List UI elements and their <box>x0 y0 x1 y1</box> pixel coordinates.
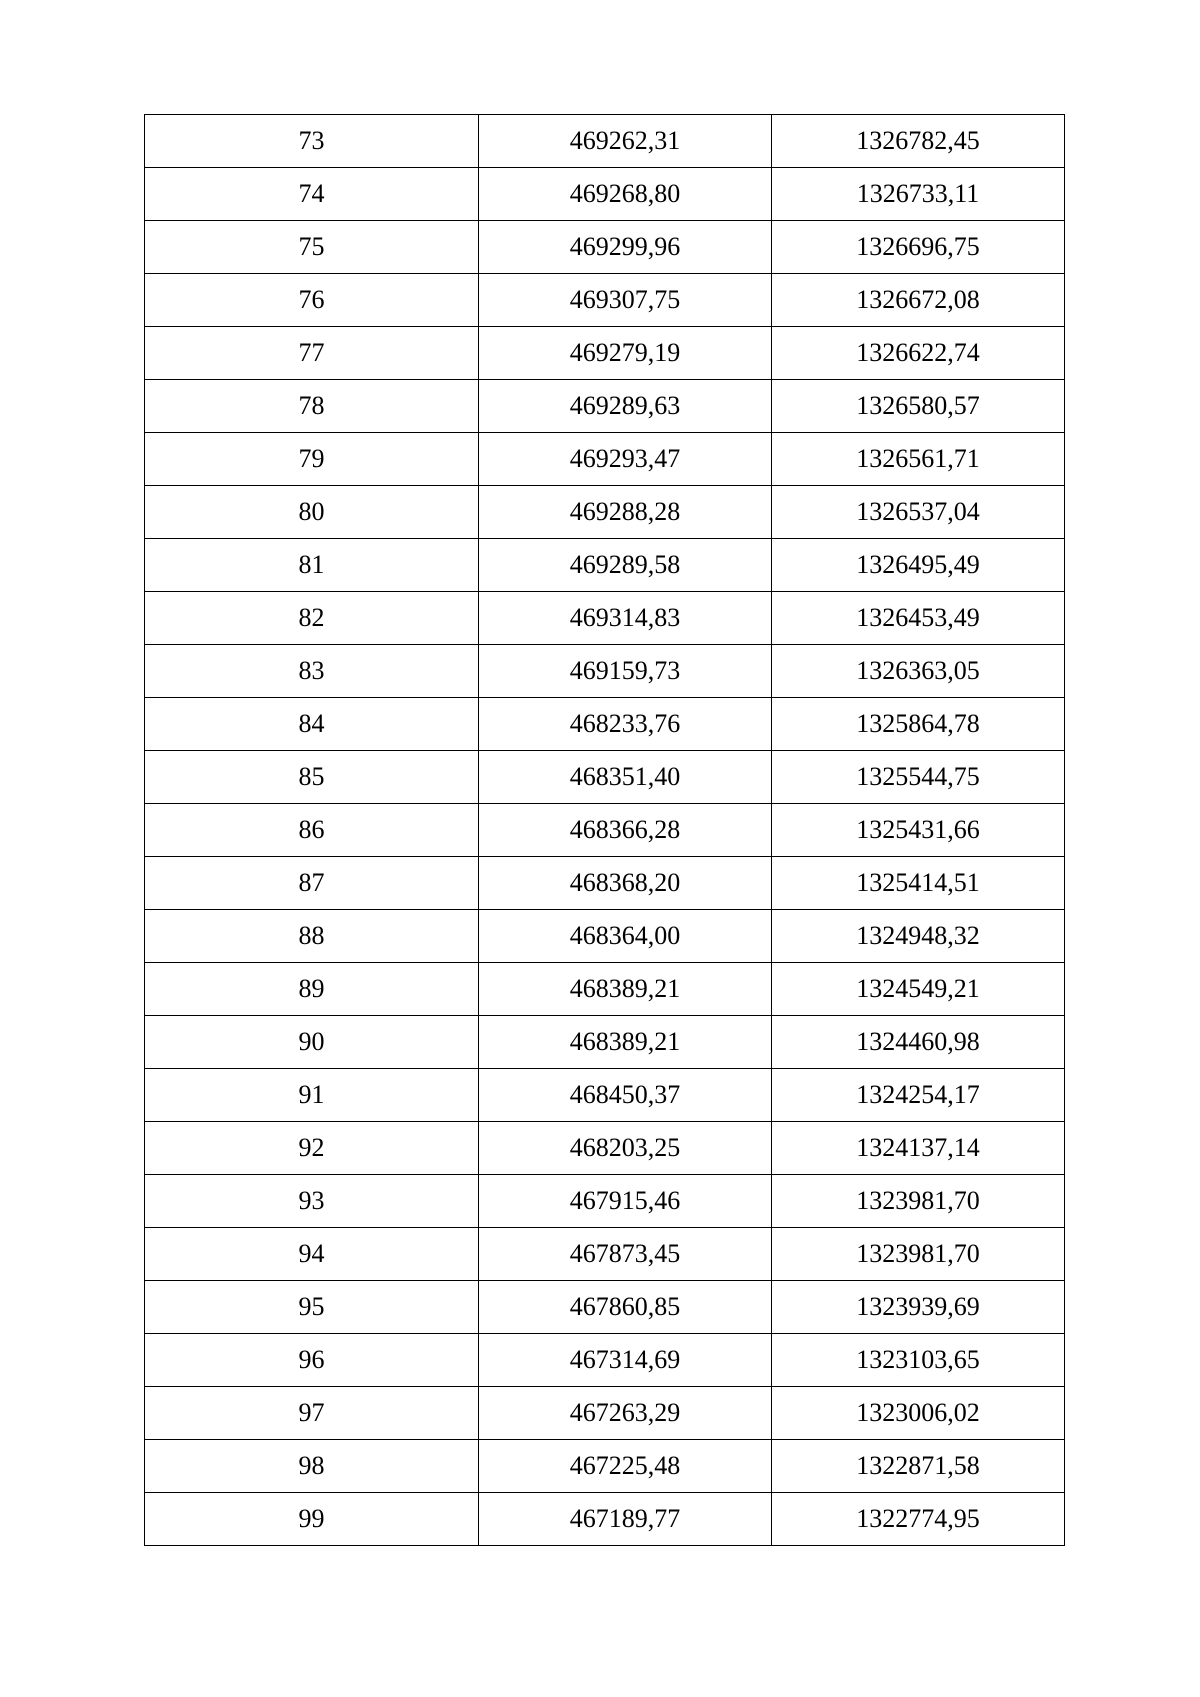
point-number-cell: 90 <box>145 1016 479 1069</box>
y-coordinate-cell: 1325864,78 <box>772 698 1065 751</box>
x-coordinate-cell: 469159,73 <box>479 645 772 698</box>
table-row <box>145 804 1065 857</box>
coordinates-table <box>144 114 1065 1546</box>
point-number-cell: 94 <box>145 1228 479 1281</box>
table-row <box>145 486 1065 539</box>
y-coordinate-cell: 1326696,75 <box>772 221 1065 274</box>
table-row <box>145 1228 1065 1281</box>
table-row <box>145 1069 1065 1122</box>
table-row <box>145 857 1065 910</box>
x-coordinate-cell: 469289,58 <box>479 539 772 592</box>
x-coordinate-cell: 469307,75 <box>479 274 772 327</box>
point-number-cell: 95 <box>145 1281 479 1334</box>
x-coordinate-cell: 469268,80 <box>479 168 772 221</box>
point-number-cell: 98 <box>145 1440 479 1493</box>
y-coordinate-cell: 1323006,02 <box>772 1387 1065 1440</box>
x-coordinate-cell: 468366,28 <box>479 804 772 857</box>
x-coordinate-cell: 468389,21 <box>479 963 772 1016</box>
table-row <box>145 963 1065 1016</box>
table-row <box>145 539 1065 592</box>
table-row <box>145 751 1065 804</box>
y-coordinate-cell: 1326580,57 <box>772 380 1065 433</box>
table-body <box>145 115 1065 1546</box>
table-row <box>145 221 1065 274</box>
y-coordinate-cell: 1323103,65 <box>772 1334 1065 1387</box>
table-row <box>145 115 1065 168</box>
x-coordinate-cell: 469293,47 <box>479 433 772 486</box>
point-number-cell: 79 <box>145 433 479 486</box>
y-coordinate-cell: 1324254,17 <box>772 1069 1065 1122</box>
point-number-cell: 89 <box>145 963 479 1016</box>
y-coordinate-cell: 1326495,49 <box>772 539 1065 592</box>
table-row <box>145 1334 1065 1387</box>
y-coordinate-cell: 1325414,51 <box>772 857 1065 910</box>
x-coordinate-cell: 469279,19 <box>479 327 772 380</box>
y-coordinate-cell: 1326622,74 <box>772 327 1065 380</box>
point-number-cell: 83 <box>145 645 479 698</box>
x-coordinate-cell: 468203,25 <box>479 1122 772 1175</box>
x-coordinate-cell: 467225,48 <box>479 1440 772 1493</box>
x-coordinate-cell: 468368,20 <box>479 857 772 910</box>
table-row <box>145 1387 1065 1440</box>
table-row <box>145 592 1065 645</box>
y-coordinate-cell: 1323939,69 <box>772 1281 1065 1334</box>
x-coordinate-cell: 468233,76 <box>479 698 772 751</box>
y-coordinate-cell: 1323981,70 <box>772 1228 1065 1281</box>
y-coordinate-cell: 1326561,71 <box>772 433 1065 486</box>
y-coordinate-cell: 1326782,45 <box>772 115 1065 168</box>
point-number-cell: 88 <box>145 910 479 963</box>
y-coordinate-cell: 1322774,95 <box>772 1493 1065 1546</box>
x-coordinate-cell: 467189,77 <box>479 1493 772 1546</box>
x-coordinate-cell: 467314,69 <box>479 1334 772 1387</box>
point-number-cell: 74 <box>145 168 479 221</box>
x-coordinate-cell: 467873,45 <box>479 1228 772 1281</box>
table-row <box>145 1281 1065 1334</box>
x-coordinate-cell: 469289,63 <box>479 380 772 433</box>
y-coordinate-cell: 1325431,66 <box>772 804 1065 857</box>
y-coordinate-cell: 1326363,05 <box>772 645 1065 698</box>
y-coordinate-cell: 1324460,98 <box>772 1016 1065 1069</box>
point-number-cell: 85 <box>145 751 479 804</box>
y-coordinate-cell: 1325544,75 <box>772 751 1065 804</box>
table-row <box>145 1493 1065 1546</box>
point-number-cell: 73 <box>145 115 479 168</box>
x-coordinate-cell: 469314,83 <box>479 592 772 645</box>
point-number-cell: 86 <box>145 804 479 857</box>
y-coordinate-cell: 1323981,70 <box>772 1175 1065 1228</box>
x-coordinate-cell: 467860,85 <box>479 1281 772 1334</box>
table-row <box>145 1440 1065 1493</box>
point-number-cell: 87 <box>145 857 479 910</box>
table-row <box>145 1122 1065 1175</box>
point-number-cell: 97 <box>145 1387 479 1440</box>
point-number-cell: 91 <box>145 1069 479 1122</box>
x-coordinate-cell: 467263,29 <box>479 1387 772 1440</box>
y-coordinate-cell: 1324549,21 <box>772 963 1065 1016</box>
point-number-cell: 81 <box>145 539 479 592</box>
y-coordinate-cell: 1326672,08 <box>772 274 1065 327</box>
x-coordinate-cell: 469262,31 <box>479 115 772 168</box>
point-number-cell: 80 <box>145 486 479 539</box>
table-row <box>145 168 1065 221</box>
table-row <box>145 380 1065 433</box>
x-coordinate-cell: 468450,37 <box>479 1069 772 1122</box>
x-coordinate-cell: 468389,21 <box>479 1016 772 1069</box>
point-number-cell: 96 <box>145 1334 479 1387</box>
x-coordinate-cell: 469299,96 <box>479 221 772 274</box>
point-number-cell: 76 <box>145 274 479 327</box>
table-row <box>145 327 1065 380</box>
y-coordinate-cell: 1326537,04 <box>772 486 1065 539</box>
y-coordinate-cell: 1326453,49 <box>772 592 1065 645</box>
x-coordinate-cell: 468364,00 <box>479 910 772 963</box>
x-coordinate-cell: 468351,40 <box>479 751 772 804</box>
point-number-cell: 84 <box>145 698 479 751</box>
y-coordinate-cell: 1324137,14 <box>772 1122 1065 1175</box>
point-number-cell: 77 <box>145 327 479 380</box>
table-row <box>145 274 1065 327</box>
table-row <box>145 1016 1065 1069</box>
y-coordinate-cell: 1326733,11 <box>772 168 1065 221</box>
table-row <box>145 433 1065 486</box>
table-row <box>145 910 1065 963</box>
point-number-cell: 92 <box>145 1122 479 1175</box>
point-number-cell: 93 <box>145 1175 479 1228</box>
x-coordinate-cell: 469288,28 <box>479 486 772 539</box>
y-coordinate-cell: 1324948,32 <box>772 910 1065 963</box>
table-row <box>145 698 1065 751</box>
y-coordinate-cell: 1322871,58 <box>772 1440 1065 1493</box>
table-row <box>145 645 1065 698</box>
point-number-cell: 82 <box>145 592 479 645</box>
x-coordinate-cell: 467915,46 <box>479 1175 772 1228</box>
point-number-cell: 78 <box>145 380 479 433</box>
table-row <box>145 1175 1065 1228</box>
point-number-cell: 99 <box>145 1493 479 1546</box>
point-number-cell: 75 <box>145 221 479 274</box>
